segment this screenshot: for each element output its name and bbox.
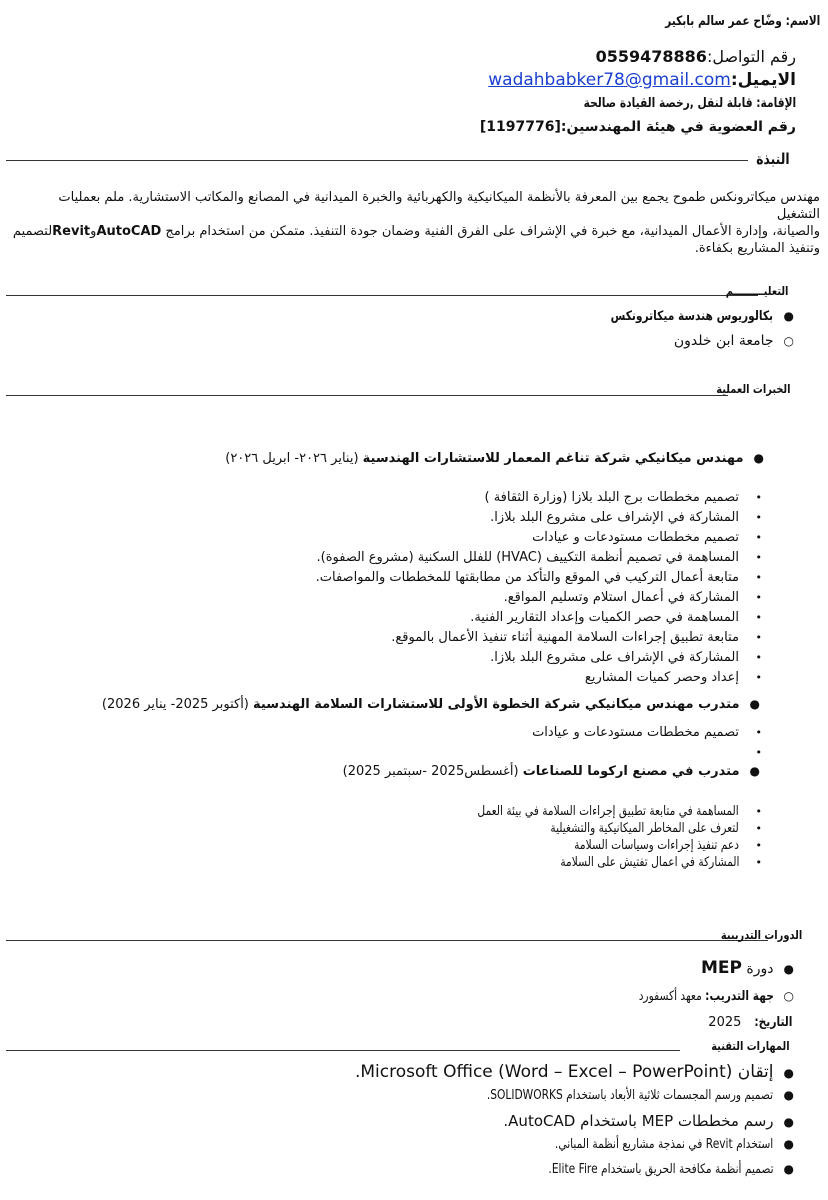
- job2-period: (أكتوبر 2025- يناير 2026): [101, 697, 249, 712]
- job1-task: • المساهمة في تصميم أنظمة التكييف (HVAC) للفلل السكنية (مشروع الصفوة).: [316, 550, 762, 565]
- phone-line: [596, 47, 796, 66]
- skills-divider: [6, 1050, 680, 1051]
- job1-task: • المساهمة في حصر الكميات وإعداد التقارير الفنية.: [470, 610, 762, 625]
- education-heading: التعليـــــــــم: [725, 284, 788, 298]
- job2-header: ●متدرب مهندس ميكانيكي شركة الخطوة الأولى للاستشارات السلامة الهندسية (أكتوبر 2025- يناير 2026): [101, 697, 760, 712]
- job1-task: • تصميم مخططات مستودعات و عيادات: [532, 530, 762, 545]
- job3-task: • المشاركة في اعمال تفتيش على السلامة: [559, 855, 762, 870]
- membership-label: رقم العضوية في هيئة المهندسين:: [560, 119, 796, 135]
- job1-task: • المشاركة في الإشراف على مشروع البلد بلازا.: [490, 510, 762, 525]
- summary-line-1: مهندس ميكاترونكس طموح يجمع بين المعرفة بالأنظمة الميكانيكية والكهربائية والخبرة الميدانية في المصانع والمكاتب الاستشارية. ملم بعمليات التشغيل: [58, 190, 820, 222]
- job1-task: • تصميم مخططات برج البلد بلازا (وزارة الثقافة ): [484, 490, 762, 505]
- job1-title: مهندس ميكانيكي شركة تناغم المعمار للاستشارات الهندسية: [362, 451, 744, 466]
- job1-header: ●مهندس ميكانيكي شركة تناغم المعمار للاستشارات الهندسية (يناير ٢٠٢٦- ابريل ٢٠٢٦): [225, 451, 764, 466]
- job2-empty-bullet: •: [755, 746, 762, 759]
- course-provider: ○جهة التدريب: معهد أكسفورد: [638, 989, 794, 1004]
- provider-label: جهة التدريب:: [704, 989, 774, 1004]
- job1-period: (يناير ٢٠٢٦- ابريل ٢٠٢٦): [225, 451, 359, 466]
- phone-value[interactable]: 0559478886: [595, 47, 707, 66]
- job1-task: • المشاركة في أعمال استلام وتسليم المواقع.: [503, 590, 762, 605]
- name-line: الاسم: وضّاح عمر سالم بابكير: [664, 14, 820, 29]
- membership-value: [1197776]: [479, 119, 561, 135]
- skill-item: ●رسم مخططات MEP باستخدام AutoCAD.: [503, 1112, 794, 1130]
- summary-line-3: وتنفيذ المشاريع بكفاءة.: [694, 241, 820, 256]
- membership-line: [480, 119, 796, 135]
- date-label: التاريخ:: [753, 1015, 792, 1030]
- summary-line-2: والصيانة، وإدارة الأعمال الميدانية، مع خبرة في الإشراف على الفرق الفنية وضمان جودة التنفيذ. متمكن من استخدام برامج AutoCADوRevitلتصميم: [12, 224, 820, 239]
- job1-task: • المشاركة في الإشراف على مشروع البلد بلازا.: [490, 650, 762, 665]
- job2-title: متدرب مهندس ميكانيكي شركة الخطوة الأولى للاستشارات السلامة الهندسية: [253, 697, 740, 712]
- skill-item: ●تصميم ورسم المجسمات ثلاثية الأبعاد باستخدام SOLIDWORKS.: [487, 1088, 794, 1103]
- experience-heading: الخبرات العملية: [715, 382, 790, 396]
- autocad-term: AutoCAD: [96, 224, 162, 239]
- phone-label: رقم التواصل:: [706, 47, 796, 66]
- summary-divider: [6, 160, 748, 161]
- education-degree: ●بكالوريوس هندسة ميكاترونكس: [611, 309, 794, 324]
- job3-header: ●متدرب في مصنع اركوما للصناعات (أغسطس2025 -سبتمبر 2025): [342, 764, 760, 779]
- job3-title: متدرب في مصنع اركوما للصناعات: [522, 764, 740, 779]
- skills-heading: المهارات التقنية: [711, 1039, 790, 1053]
- course-name: MEP: [700, 958, 742, 978]
- summary-heading: النبذة: [756, 150, 790, 168]
- job1-task: • متابعة أعمال التركيب في الموقع والتأكد من مطابقتها للمخططات والمواصفات.: [315, 570, 762, 585]
- skill-item: ●تصميم أنظمة مكافحة الحريق باستخدام Elite Fire.: [548, 1162, 794, 1177]
- skill-item: ●إتقان (Microsoft Office (Word – Excel – PowerPoint.: [354, 1062, 794, 1082]
- course-prefix: دورة: [746, 961, 774, 977]
- education-university: ○جامعة ابن خلدون: [673, 333, 794, 349]
- job1-task: • متابعة تطبيق إجراءات السلامة المهنية أثناء تنفيذ الأعمال بالموقع.: [391, 630, 762, 645]
- email-line: [488, 70, 796, 90]
- job2-task: • تصميم مخططات مستودعات و عيادات: [532, 725, 762, 740]
- email-label: الايميل:: [730, 70, 796, 90]
- job3-task: • المساهمة في متابعة تطبيق إجراءات السلامة في بيئة العمل: [477, 804, 762, 819]
- job3-task: • دعم تنفيذ إجراءات وسياسات السلامة: [574, 838, 762, 853]
- summary-paragraph: [12, 189, 820, 257]
- job3-period: (أغسطس2025 -سبتمبر 2025): [342, 764, 519, 779]
- courses-heading: الدورات التدريبية: [720, 928, 802, 942]
- education-divider: [6, 295, 758, 296]
- revit-term: Revit: [52, 224, 91, 239]
- skill-item: ●استخدام Revit في نمذجة مشاريع أنظمة المباني.: [555, 1137, 794, 1152]
- job3-task: • لتعرف على المخاطر الميكانيكية والتشغيلية: [550, 821, 762, 836]
- job1-task: • إعداد وحصر كميات المشاريع: [584, 670, 762, 685]
- experience-divider: [6, 395, 728, 396]
- residence-line: الإقامة: قابلة لنقل ,رخصة القيادة صالحة: [583, 96, 796, 111]
- course-item: ●دورة MEP: [700, 958, 794, 978]
- date-value: 2025: [708, 1015, 742, 1030]
- provider-value: معهد أكسفورد: [638, 989, 702, 1004]
- courses-divider: [6, 940, 768, 941]
- course-date: [708, 1015, 792, 1030]
- email-link[interactable]: wadahbabker78@gmail.com: [488, 70, 731, 90]
